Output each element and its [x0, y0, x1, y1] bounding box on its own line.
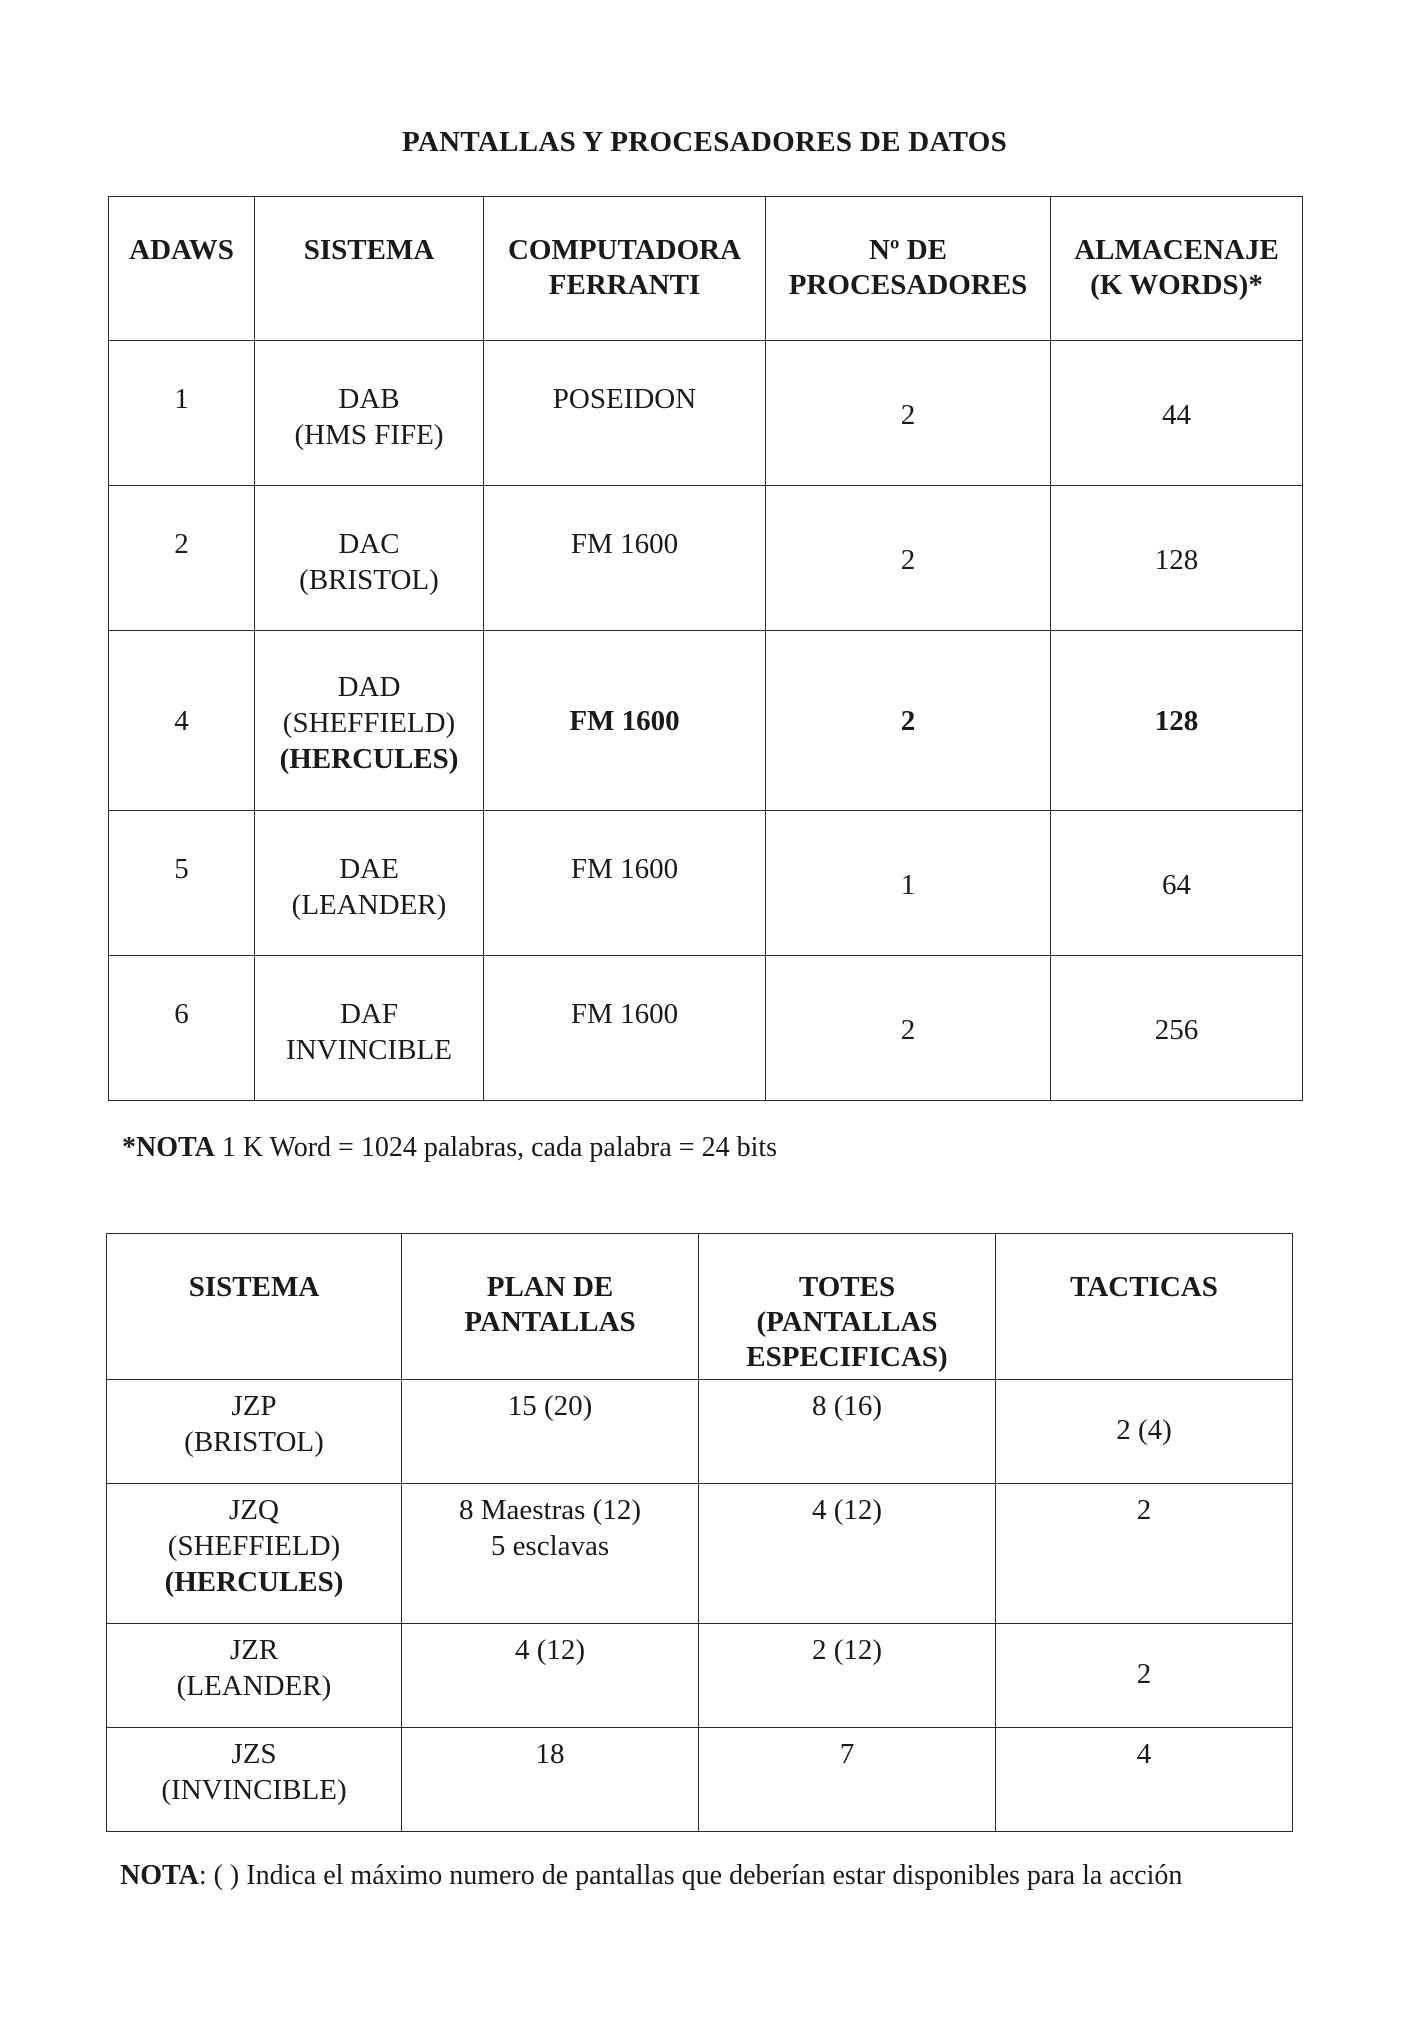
- table-row: [107, 1728, 1293, 1832]
- cell-computadora: FM 1600: [484, 631, 766, 811]
- table-row: [107, 1624, 1293, 1728]
- cell-tacticas: 2: [996, 1484, 1293, 1624]
- cell-sistema: JZQ (SHEFFIELD) (HERCULES): [107, 1484, 402, 1624]
- table-header-row: [107, 1234, 1293, 1380]
- cell-tacticas: 2 (4): [996, 1380, 1293, 1484]
- cell-plan: 18: [402, 1728, 699, 1832]
- table-row: [109, 811, 1303, 956]
- cell-procesadores: 2: [766, 956, 1051, 1101]
- cell-computadora: FM 1600: [484, 956, 766, 1101]
- note-label: *NOTA: [122, 1132, 215, 1163]
- cell-sistema: JZR (LEANDER): [107, 1624, 402, 1728]
- table-row: [109, 486, 1303, 631]
- header-plan: PLAN DE PANTALLAS: [402, 1234, 699, 1380]
- cell-sistema: DAC (BRISTOL): [255, 486, 484, 631]
- header-sistema: SISTEMA: [107, 1234, 402, 1380]
- header-tacticas: TACTICAS: [996, 1234, 1293, 1380]
- cell-almacenaje: 256: [1051, 956, 1303, 1101]
- cell-almacenaje: 64: [1051, 811, 1303, 956]
- cell-sistema: DAB (HMS FIFE): [255, 341, 484, 486]
- cell-tacticas: 4: [996, 1728, 1293, 1832]
- table-row: [109, 956, 1303, 1101]
- table-row: [109, 341, 1303, 486]
- cell-sistema: JZP (BRISTOL): [107, 1380, 402, 1484]
- cell-procesadores: 2: [766, 341, 1051, 486]
- cell-sistema: DAF INVINCIBLE: [255, 956, 484, 1101]
- cell-almacenaje: 44: [1051, 341, 1303, 486]
- header-adaws: ADAWS: [109, 197, 255, 341]
- footnote-kwords: [122, 1132, 777, 1164]
- cell-adaws: 1: [109, 341, 255, 486]
- cell-procesadores: 2: [766, 631, 1051, 811]
- cell-totes: 4 (12): [699, 1484, 996, 1624]
- table-header-row: [109, 197, 1303, 341]
- cell-almacenaje: 128: [1051, 486, 1303, 631]
- cell-adaws: 4: [109, 631, 255, 811]
- cell-plan: 4 (12): [402, 1624, 699, 1728]
- table-row: [109, 631, 1303, 811]
- cell-sistema: JZS (INVINCIBLE): [107, 1728, 402, 1832]
- cell-procesadores: 1: [766, 811, 1051, 956]
- cell-adaws: 2: [109, 486, 255, 631]
- header-sistema: SISTEMA: [255, 197, 484, 341]
- table-row: [107, 1380, 1293, 1484]
- note-label: NOTA: [120, 1860, 199, 1891]
- cell-adaws: 5: [109, 811, 255, 956]
- header-totes: TOTES (PANTALLAS ESPECIFICAS): [699, 1234, 996, 1380]
- cell-procesadores: 2: [766, 486, 1051, 631]
- cell-plan: 15 (20): [402, 1380, 699, 1484]
- page-title: PANTALLAS Y PROCESADORES DE DATOS: [401, 126, 1008, 158]
- note-text: : ( ) Indica el máximo numero de pantallas que deberían estar disponibles para la acción: [198, 1860, 1183, 1891]
- cell-sistema: DAE (LEANDER): [255, 811, 484, 956]
- cell-sistema: DAD (SHEFFIELD) (HERCULES): [255, 631, 484, 811]
- header-almacenaje: ALMACENAJE (K WORDS)*: [1051, 197, 1303, 341]
- cell-tacticas: 2: [996, 1624, 1293, 1728]
- cell-plan: 8 Maestras (12) 5 esclavas: [402, 1484, 699, 1624]
- header-procesadores: Nº DE PROCESADORES: [766, 197, 1051, 341]
- cell-totes: 8 (16): [699, 1380, 996, 1484]
- note-text: 1 K Word = 1024 palabras, cada palabra = 24 bits: [221, 1132, 778, 1163]
- cell-totes: 2 (12): [699, 1624, 996, 1728]
- footnote-displays: [120, 1858, 1260, 1894]
- cell-computadora: FM 1600: [484, 486, 766, 631]
- table-row: [107, 1484, 1293, 1624]
- displays-table: [106, 1233, 1293, 1832]
- cell-adaws: 6: [109, 956, 255, 1101]
- cell-almacenaje: 128: [1051, 631, 1303, 811]
- processors-table: [108, 196, 1303, 1101]
- cell-computadora: FM 1600: [484, 811, 766, 956]
- cell-computadora: POSEIDON: [484, 341, 766, 486]
- header-computadora: COMPUTADORA FERRANTI: [484, 197, 766, 341]
- cell-totes: 7: [699, 1728, 996, 1832]
